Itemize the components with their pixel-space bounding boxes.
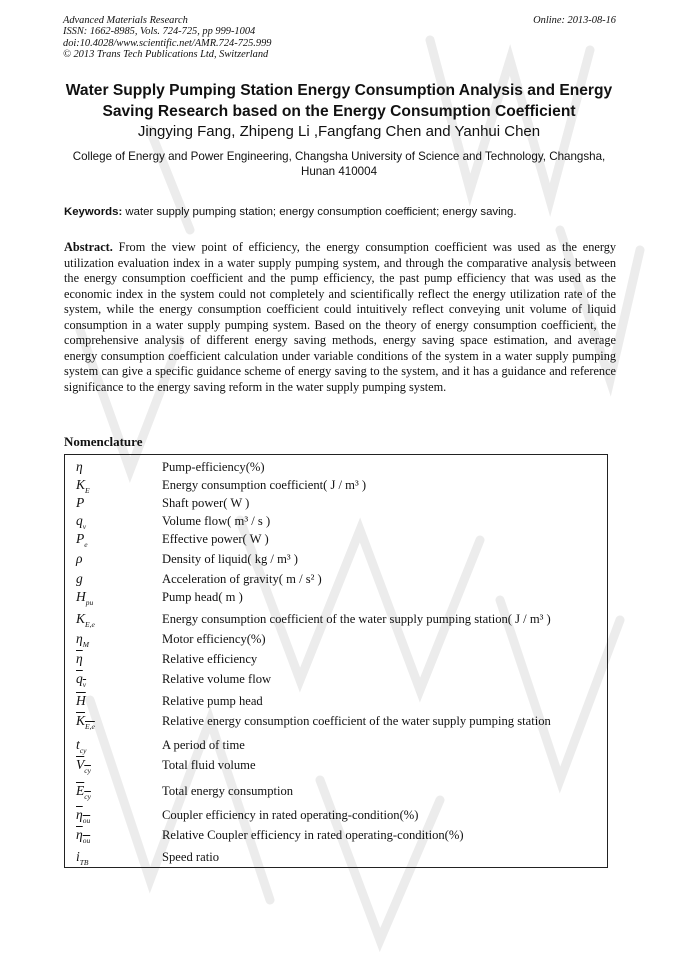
symbol-subscript: ou [82,836,91,845]
nomenclature-description: Volume flow( m³ / s ) [162,514,271,528]
nomenclature-description: Relative pump head [162,694,263,708]
symbol-subscript: E,e [85,620,95,629]
symbol-base: q [76,513,83,528]
nomenclature-symbol [76,712,95,736]
nomenclature-row [65,736,607,754]
keywords [64,206,616,218]
symbol-subscript: pu [85,598,94,607]
symbol-subscript: v [82,680,87,689]
nomenclature-row [65,588,607,606]
symbol-subscript: cy [84,792,91,801]
nomenclature-row [65,782,607,800]
nomenclature-row [65,530,607,548]
nomenclature-row [65,550,607,568]
nomenclature-symbol [76,692,86,710]
nomenclature-description: Coupler efficiency in rated operating-condition(%) [162,808,419,822]
symbol-subscript: TB [79,858,89,867]
nomenclature-description: Acceleration of gravity( m / s² ) [162,572,322,586]
symbol-base: P [76,495,85,510]
symbol-base: V [76,757,85,772]
symbol-base: E [76,783,85,798]
symbol-base: η [76,631,83,646]
symbol-base: K [76,713,86,728]
symbol-base: g [76,571,83,586]
symbol-base: q [76,671,83,686]
symbol-subscript: E [85,486,90,495]
abstract-text: From the view point of efficiency, the energy consumption coefficient was used as the energy utilization evaluation index in a water supply pumping system, and through the comparative analysis between the energy consumption coefficient and the pump efficiency, the past pump efficiency that was used as the economic index in the system could not completely and scientifically reflect the energy utilization rate of the system, while the energy consumption coefficient could intuitively reflect conveying unit volume of liquid consumption in a water supply pumping system. Based on the theory of energy consumption coefficient, the comprehensive analysis of different energy saving methods, energy saving space estimation, and average energy consumption coefficient calculation under variable conditions of the system in a water supply pumping system can give a specific guidance scheme of energy saving to the system, and it has a guidance and reference significance to the energy saving reform in the water supply pumping system. [64,240,617,394]
nomenclature-row [65,848,607,866]
nomenclature-symbol [76,650,83,668]
symbol-subscript: cy [84,766,91,775]
nomenclature-description: Total energy consumption [162,784,294,798]
nomenclature-row [65,712,607,730]
symbol-base: i [76,849,80,864]
nomenclature-row [65,692,607,710]
nomenclature-row [65,670,607,688]
abstract-label: Abstract. [64,240,113,254]
journal-name: Advanced Materials Research [63,15,188,26]
nomenclature-description: Energy consumption coefficient of the water supply pumping station( J / m³ ) [162,612,551,626]
nomenclature-row [65,476,607,494]
journal-header [63,15,271,61]
nomenclature-description: Energy consumption coefficient( J / m³ ) [162,478,367,492]
symbol-base: $\overline{H}$ [76,693,86,708]
abstract [64,240,616,395]
nomenclature-symbol [76,670,86,694]
symbol-base: P [76,531,85,546]
nomenclature-row [65,650,607,668]
doi-line: doi:10.4028/www.scientific.net/AMR.724-725.999 [63,37,272,49]
nomenclature-description: Motor efficiency(%) [162,632,266,646]
nomenclature-description: Relative energy consumption coefficient of the water supply pumping station [162,714,551,728]
nomenclature-description: Density of liquid( kg / m³ ) [162,552,298,566]
symbol-base: η [76,827,83,842]
symbol-subscript: M [82,640,89,649]
nomenclature-row [65,826,607,844]
nomenclature-symbol [76,782,91,806]
symbol-base: K [76,611,86,626]
nomenclature-symbol [76,458,83,476]
symbol-base: K [76,477,86,492]
nomenclature-symbol [76,588,93,612]
symbol-subscript: ou [82,816,91,825]
nomenclature-symbol [76,494,84,512]
symbol-base: $\overline{\eta}$ [76,651,83,666]
nomenclature-description: Relative Coupler efficiency in rated operating-condition(%) [162,828,464,842]
issn-line: ISSN: 1662-8985, Vols. 724-725, pp 999-1004 [63,26,256,38]
symbol-base: ρ [76,551,83,566]
nomenclature-symbol [76,570,83,588]
nomenclature-row [65,458,607,476]
author-list: Jingying Fang, Zhipeng Li ,Fangfang Chen and Yanhui Chen [137,123,541,140]
copyright-line: © 2013 Trans Tech Publications Ltd, Switzerland [63,49,269,61]
nomenclature-row [65,512,607,530]
nomenclature-row [65,630,607,648]
nomenclature-row [65,806,607,824]
symbol-subscript: e [84,540,88,549]
paper-title: Water Supply Pumping Station Energy Consumption Analysis and Energy Saving Research based on the Energy Consumption Coefficient [65,82,613,120]
symbol-base: η [76,459,83,474]
online-date: Online: 2013-08-16 [533,15,616,26]
nomenclature-row [65,756,607,774]
symbol-subscript: cy [79,746,87,755]
nomenclature-symbol [76,848,89,872]
nomenclature-description: A period of time [162,738,245,752]
nomenclature-symbol [76,826,90,850]
nomenclature-symbol [76,756,91,780]
nomenclature-row [65,494,607,512]
nomenclature-row [65,570,607,588]
nomenclature-table [64,454,608,868]
nomenclature-description: Shaft power( W ) [162,496,250,510]
symbol-base: H [76,589,86,604]
nomenclature-row [65,610,607,628]
nomenclature-description: Pump head( m ) [162,590,243,604]
nomenclature-description: Pump-efficiency(%) [162,460,265,474]
keywords-text: water supply pumping station; energy consumption coefficient; energy saving. [125,206,517,218]
nomenclature-description: Effective power( W ) [162,532,269,546]
nomenclature-description: Relative efficiency [162,652,258,666]
nomenclature-symbol [76,550,82,568]
nomenclature-description: Total fluid volume [162,758,256,772]
symbol-base: t [76,737,80,752]
keywords-label: Keywords: [64,206,123,218]
nomenclature-description: Relative volume flow [162,672,272,686]
nomenclature-heading: Nomenclature [64,434,143,449]
affiliation: College of Energy and Power Engineering, Changsha University of Science and Technology, Changsha, Hunan 410004 [72,150,606,178]
nomenclature-description: Speed ratio [162,850,220,864]
symbol-base: η [76,807,83,822]
symbol-subscript: v [82,522,87,531]
symbol-subscript: E,e [85,722,95,731]
